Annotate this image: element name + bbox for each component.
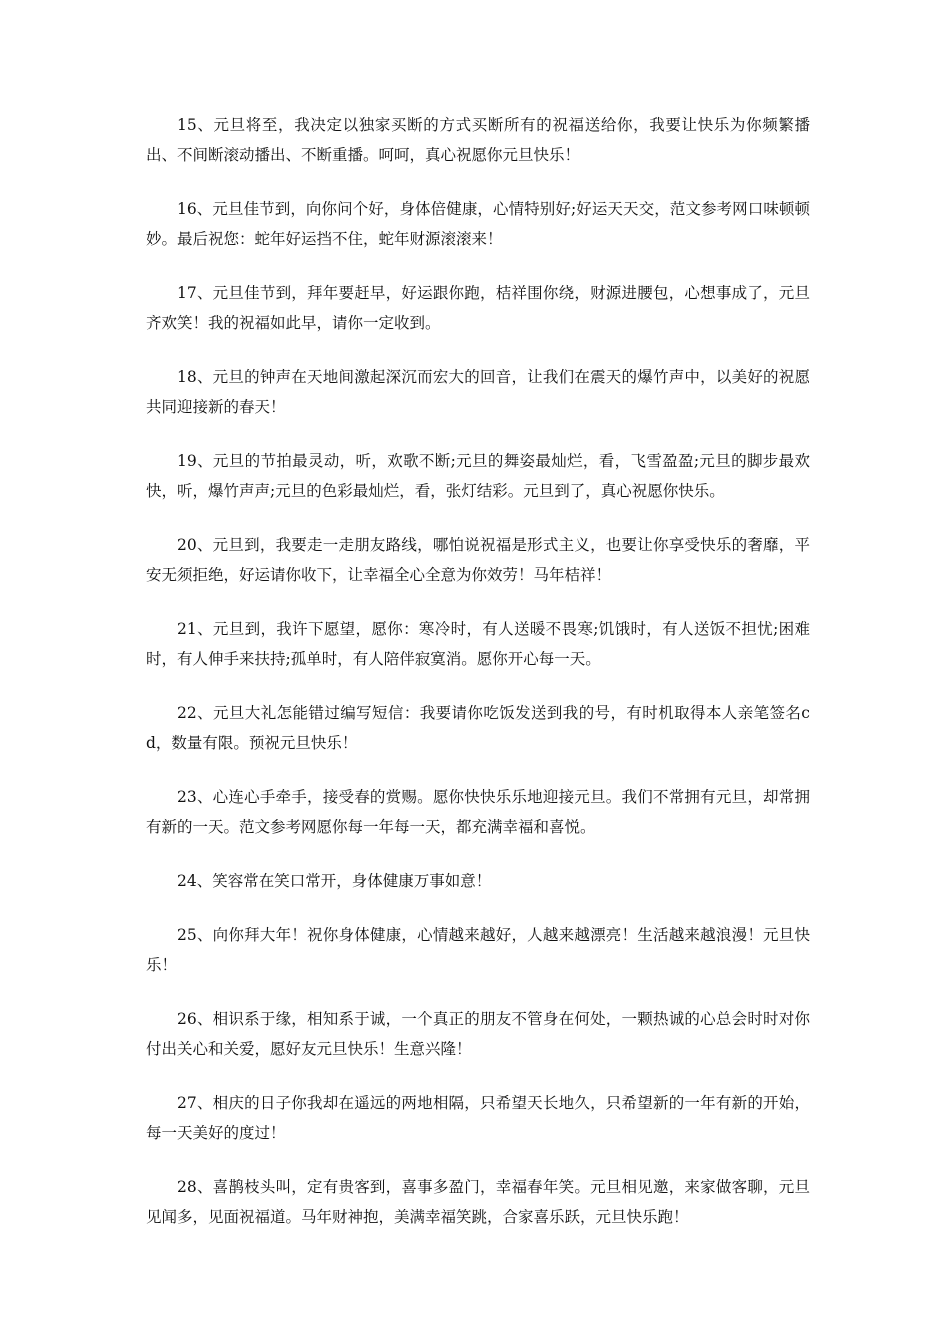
- paragraph-18: 18、元旦的钟声在天地间激起深沉而宏大的回音，让我们在震天的爆竹声中，以美好的祝愿共同迎接新的春天！: [146, 368, 810, 416]
- paragraph-26: 26、相识系于缘，相知系于诚，一个真正的朋友不管身在何处，一颗热诚的心总会时时对你付出关心和关爱，愿好友元旦快乐！生意兴隆！: [146, 1010, 810, 1058]
- paragraph-23: 23、心连心手牵手，接受春的赏赐。愿你快快乐乐地迎接元旦。我们不常拥有元旦，却常拥有新的一天。范文参考网愿你每一年每一天，都充满幸福和喜悦。: [146, 788, 810, 836]
- paragraph-19: 19、元旦的节拍最灵动，听，欢歌不断;元旦的舞姿最灿烂，看，飞雪盈盈;元旦的脚步最欢快，听，爆竹声声;元旦的色彩最灿烂，看，张灯结彩。元旦到了，真心祝愿你快乐。: [146, 452, 810, 500]
- paragraph-15: 15、元旦将至，我决定以独家买断的方式买断所有的祝福送给你，我要让快乐为你频繁播出、不间断滚动播出、不断重播。呵呵，真心祝愿你元旦快乐！: [146, 116, 810, 164]
- paragraph-22: 22、元旦大礼怎能错过编写短信：我要请你吃饭发送到我的号，有时机取得本人亲笔签名cd，数量有限。预祝元旦快乐！: [146, 704, 810, 752]
- paragraph-20: 20、元旦到，我要走一走朋友路线，哪怕说祝福是形式主义，也要让你享受快乐的奢靡，平安无须拒绝，好运请你收下，让幸福全心全意为你效劳！马年桔祥！: [146, 536, 810, 584]
- paragraph-24: 24、笑容常在笑口常开，身体健康万事如意！: [177, 872, 492, 890]
- paragraph-21: 21、元旦到，我许下愿望，愿你：寒冷时，有人送暖不畏寒;饥饿时，有人送饭不担忧;困难时，有人伸手来扶持;孤单时，有人陪伴寂寞消。愿你开心每一天。: [146, 620, 810, 668]
- document-body: [146, 110, 810, 1256]
- paragraph-17: 17、元旦佳节到，拜年要赶早，好运跟你跑，桔祥围你绕，财源进腰包，心想事成了，元旦齐欢笑！我的祝福如此早，请你一定收到。: [146, 284, 810, 332]
- paragraph-27: 27、相庆的日子你我却在遥远的两地相隔，只希望天长地久，只希望新的一年有新的开始，每一天美好的度过！: [146, 1094, 810, 1142]
- paragraph-16: 16、元旦佳节到，向你问个好，身体倍健康，心情特别好;好运天天交，范文参考网口味顿顿妙。最后祝您：蛇年好运挡不住，蛇年财源滚滚来！: [146, 200, 810, 248]
- paragraph-25: 25、向你拜大年！祝你身体健康，心情越来越好，人越来越漂亮！生活越来越浪漫！元旦快乐！: [146, 926, 810, 974]
- paragraph-28: 28、喜鹊枝头叫，定有贵客到，喜事多盈门，幸福春年笑。元旦相见邀，来家做客聊，元旦见闻多，见面祝福道。马年财神抱，美满幸福笑跳，合家喜乐跃，元旦快乐跑！: [146, 1178, 810, 1226]
